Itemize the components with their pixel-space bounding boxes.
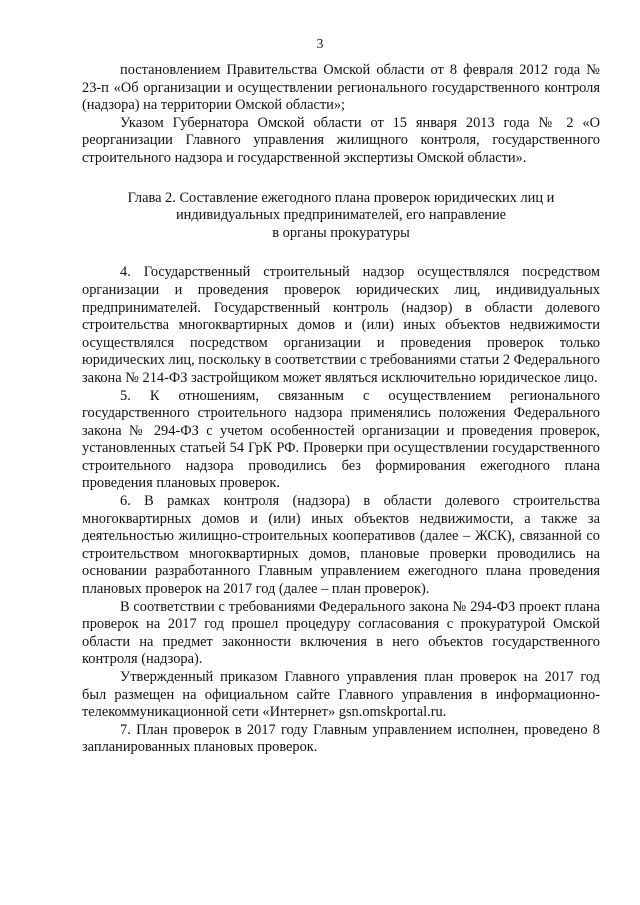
chapter-heading-line: Глава 2. Составление ежегодного плана проверок юридических лиц и <box>127 189 555 206</box>
paragraph-plan-publication: Утвержденный приказом Главного управления план проверок на 2017 год был размещен на официальном сайте Главного управления в информационно-телекоммуникационной сети «Интернет» gsn.omskportal.ru. <box>82 669 600 721</box>
paragraph-decree-2013: Указом Губернатора Омской области от 15 января 2013 года № 2 «О реорганизации Главного управления жилищного контроля, государственного строительного надзора и государственной экспертизы Омской области». <box>82 114 600 166</box>
document-body <box>82 62 600 757</box>
chapter-heading-line: в органы прокуратуры <box>272 224 410 241</box>
paragraph-resolution-2012: постановлением Правительства Омской области от 8 февраля 2012 года № 23-п «Об организации и осуществлении регионального государственного контроля (надзора) на территории Омской области»; <box>82 62 600 114</box>
chapter-heading-line: индивидуальных предпринимателей, его направление <box>175 207 507 224</box>
page-number: 3 <box>316 36 324 51</box>
paragraph-item-7: 7. План проверок в 2017 году Главным управлением исполнен, проведено 8 запланированных плановых проверок. <box>82 721 600 756</box>
paragraph-item-6: 6. В рамках контроля (надзора) в области долевого строительства многоквартирных домов и (или) иных объектов недвижимости, а также за деятельностью жилищно-строительных кооперативов (далее – ЖСК), связанной со строительством многоквартирных домов, плановые проверки проводились на основании разработанного Главным управлением ежегодного плана проведения плановых проверок на 2017 год (далее – план проверок). <box>82 493 600 598</box>
paragraph-plan-approval: В соответствии с требованиями Федерального закона № 294-ФЗ проект плана проверок на 2017 год прошел процедуру согласования с прокуратурой Омской области на предмет законности включения в него объектов государственного контроля (надзора). <box>82 598 600 668</box>
paragraph-item-5: 5. К отношениям, связанным с осуществлением регионального государственного строительного надзора применялись положения Федерального закона № 294-ФЗ с учетом особенностей организации и проведения проверок, установленных статьей 54 ГрК РФ. Проверки при осуществлении государственного строительного надзора проводились без формирования ежегодного плана проведения плановых проверок. <box>82 387 600 492</box>
paragraph-item-4: 4. Государственный строительный надзор осуществлялся посредством организации и проведения проверок юридических лиц, индивидуальных предпринимателей. Государственный контроль (надзор) в области долевого строительства многоквартирных домов и (или) иных объектов недвижимости осуществлялся посредством организации и проведения проверок только юридических лиц, поскольку в соответствии с требованиями статьи 2 Федерального закона № 214-ФЗ застройщиком может являться исключительно юридическое лицо. <box>82 264 600 386</box>
chapter-heading <box>82 190 600 243</box>
